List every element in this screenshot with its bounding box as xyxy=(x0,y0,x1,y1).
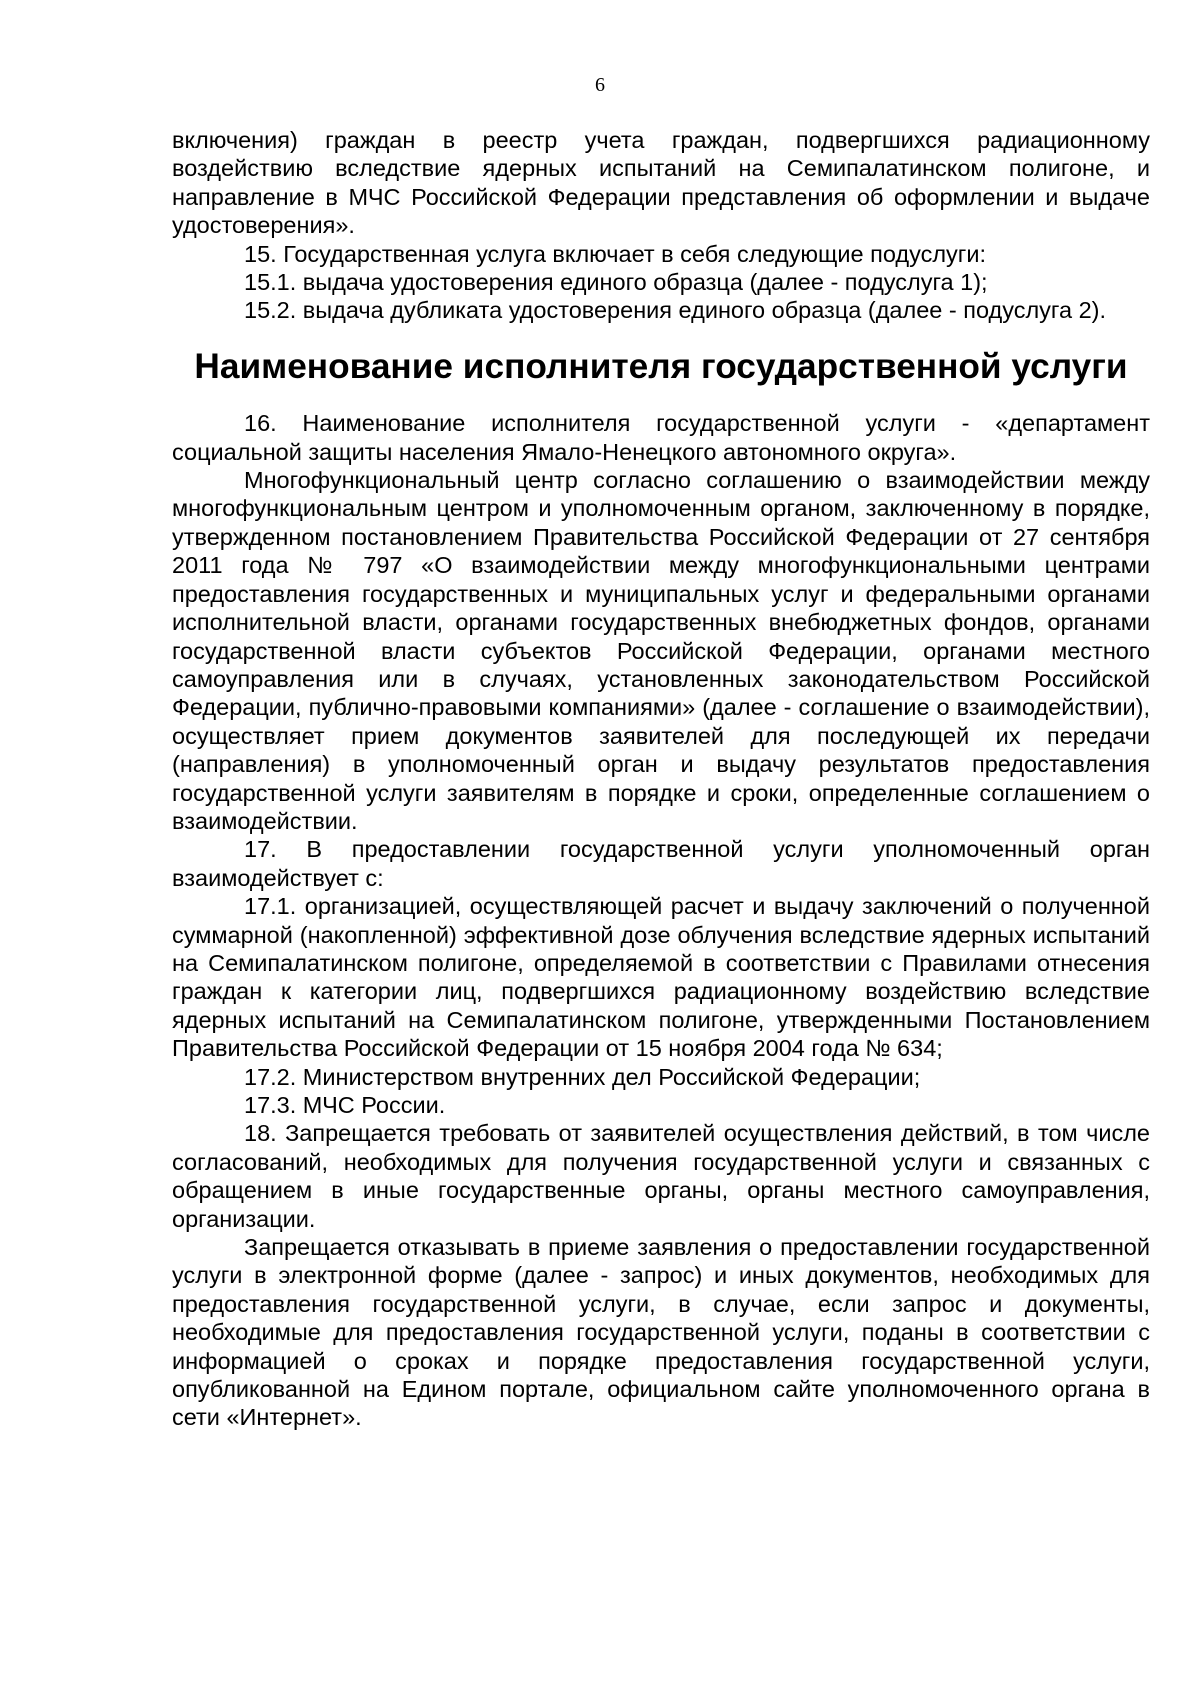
paragraph-mfc: Многофункциональный центр согласно соглашению о взаимодействии между многофункциональным центром и уполномоченным органом, заключенному в порядке, утвержденном постановлением Правительства Российской Федерации от 27 сентября 2011 года № 797 «О взаимодействии между многофункциональными центрами предоставления государственных и муниципальных услуг и федеральными органами исполнительной власти, органами государственных внебюджетных фондов, органами государственной власти субъектов Российской Федерации, органами местного самоуправления или в случаях, установленных законодательством Российской Федерации, публично-правовыми компаниями» (далее - соглашение о взаимодействии), осуществляет прием документов заявителей для последующей их передачи (направления) в уполномоченный орган и выдачу результатов предоставления государственной услуги заявителям в порядке и сроки, определенные соглашением о взаимодействии. xyxy=(172,467,1150,834)
page-number: 6 xyxy=(595,74,605,96)
section-heading: Наименование исполнителя государственной услуги xyxy=(194,346,1128,386)
paragraph-17-1: 17.1. организацией, осуществляющей расчет и выдачу заключений о полученной суммарной (накопленной) эффективной дозе облучения вследствие ядерных испытаний на Семипалатинском полигоне, определяемой в соответствии с Правилами отнесения граждан к категории лиц, подвергшихся радиационному воздействию вследствие ядерных испытаний на Семипалатинском полигоне, утвержденными Постановлением Правительства Российской Федерации от 15 ноября 2004 года № 634; xyxy=(172,893,1150,1062)
paragraph-16: 16. Наименование исполнителя государственной услуги - «департамент социальной защиты населения Ямало-Ненецкого автономного округа». xyxy=(172,410,1150,465)
paragraph-17-2: 17.2. Министерством внутренних дел Российской Федерации; xyxy=(244,1063,921,1090)
paragraph-17: 17. В предоставлении государственной услуги уполномоченный орган взаимодействует с: xyxy=(172,836,1150,891)
paragraph-15-1: 15.1. выдача удостоверения единого образца (далее - подуслуга 1); xyxy=(244,269,988,296)
paragraph-continuation: включения) граждан в реестр учета граждан, подвергшихся радиационному воздействию вследствие ядерных испытаний на Семипалатинском полигоне, и направление в МЧС Российской Федерации представления об оформлении и выдаче удостоверения». xyxy=(172,127,1150,239)
paragraph-17-3: 17.3. МЧС России. xyxy=(244,1092,446,1118)
paragraph-15: 15. Государственная услуга включает в себя следующие подуслуги: xyxy=(244,240,987,267)
paragraph-18: 18. Запрещается требовать от заявителей осуществления действий, в том числе согласований, необходимых для получения государственной услуги и связанных с обращением в иные государственные органы, органы местного самоуправления, организации. xyxy=(172,1120,1150,1232)
paragraph-15-2: 15.2. выдача дубликата удостоверения единого образца (далее - подуслуга 2). xyxy=(244,297,1106,324)
paragraph-refusal: Запрещается отказывать в приеме заявления о предоставлении государственной услуги в электронной форме (далее - запрос) и иных документов, необходимых для предоставления государственной услуги, в случае, если запрос и документы, необходимые для предоставления государственной услуги, поданы в соответствии с информацией о сроках и порядке предоставления государственной услуги, опубликованной на Едином портале, официальном сайте уполномоченного органа в сети «Интернет». xyxy=(172,1234,1150,1431)
document-body xyxy=(172,126,1150,1432)
